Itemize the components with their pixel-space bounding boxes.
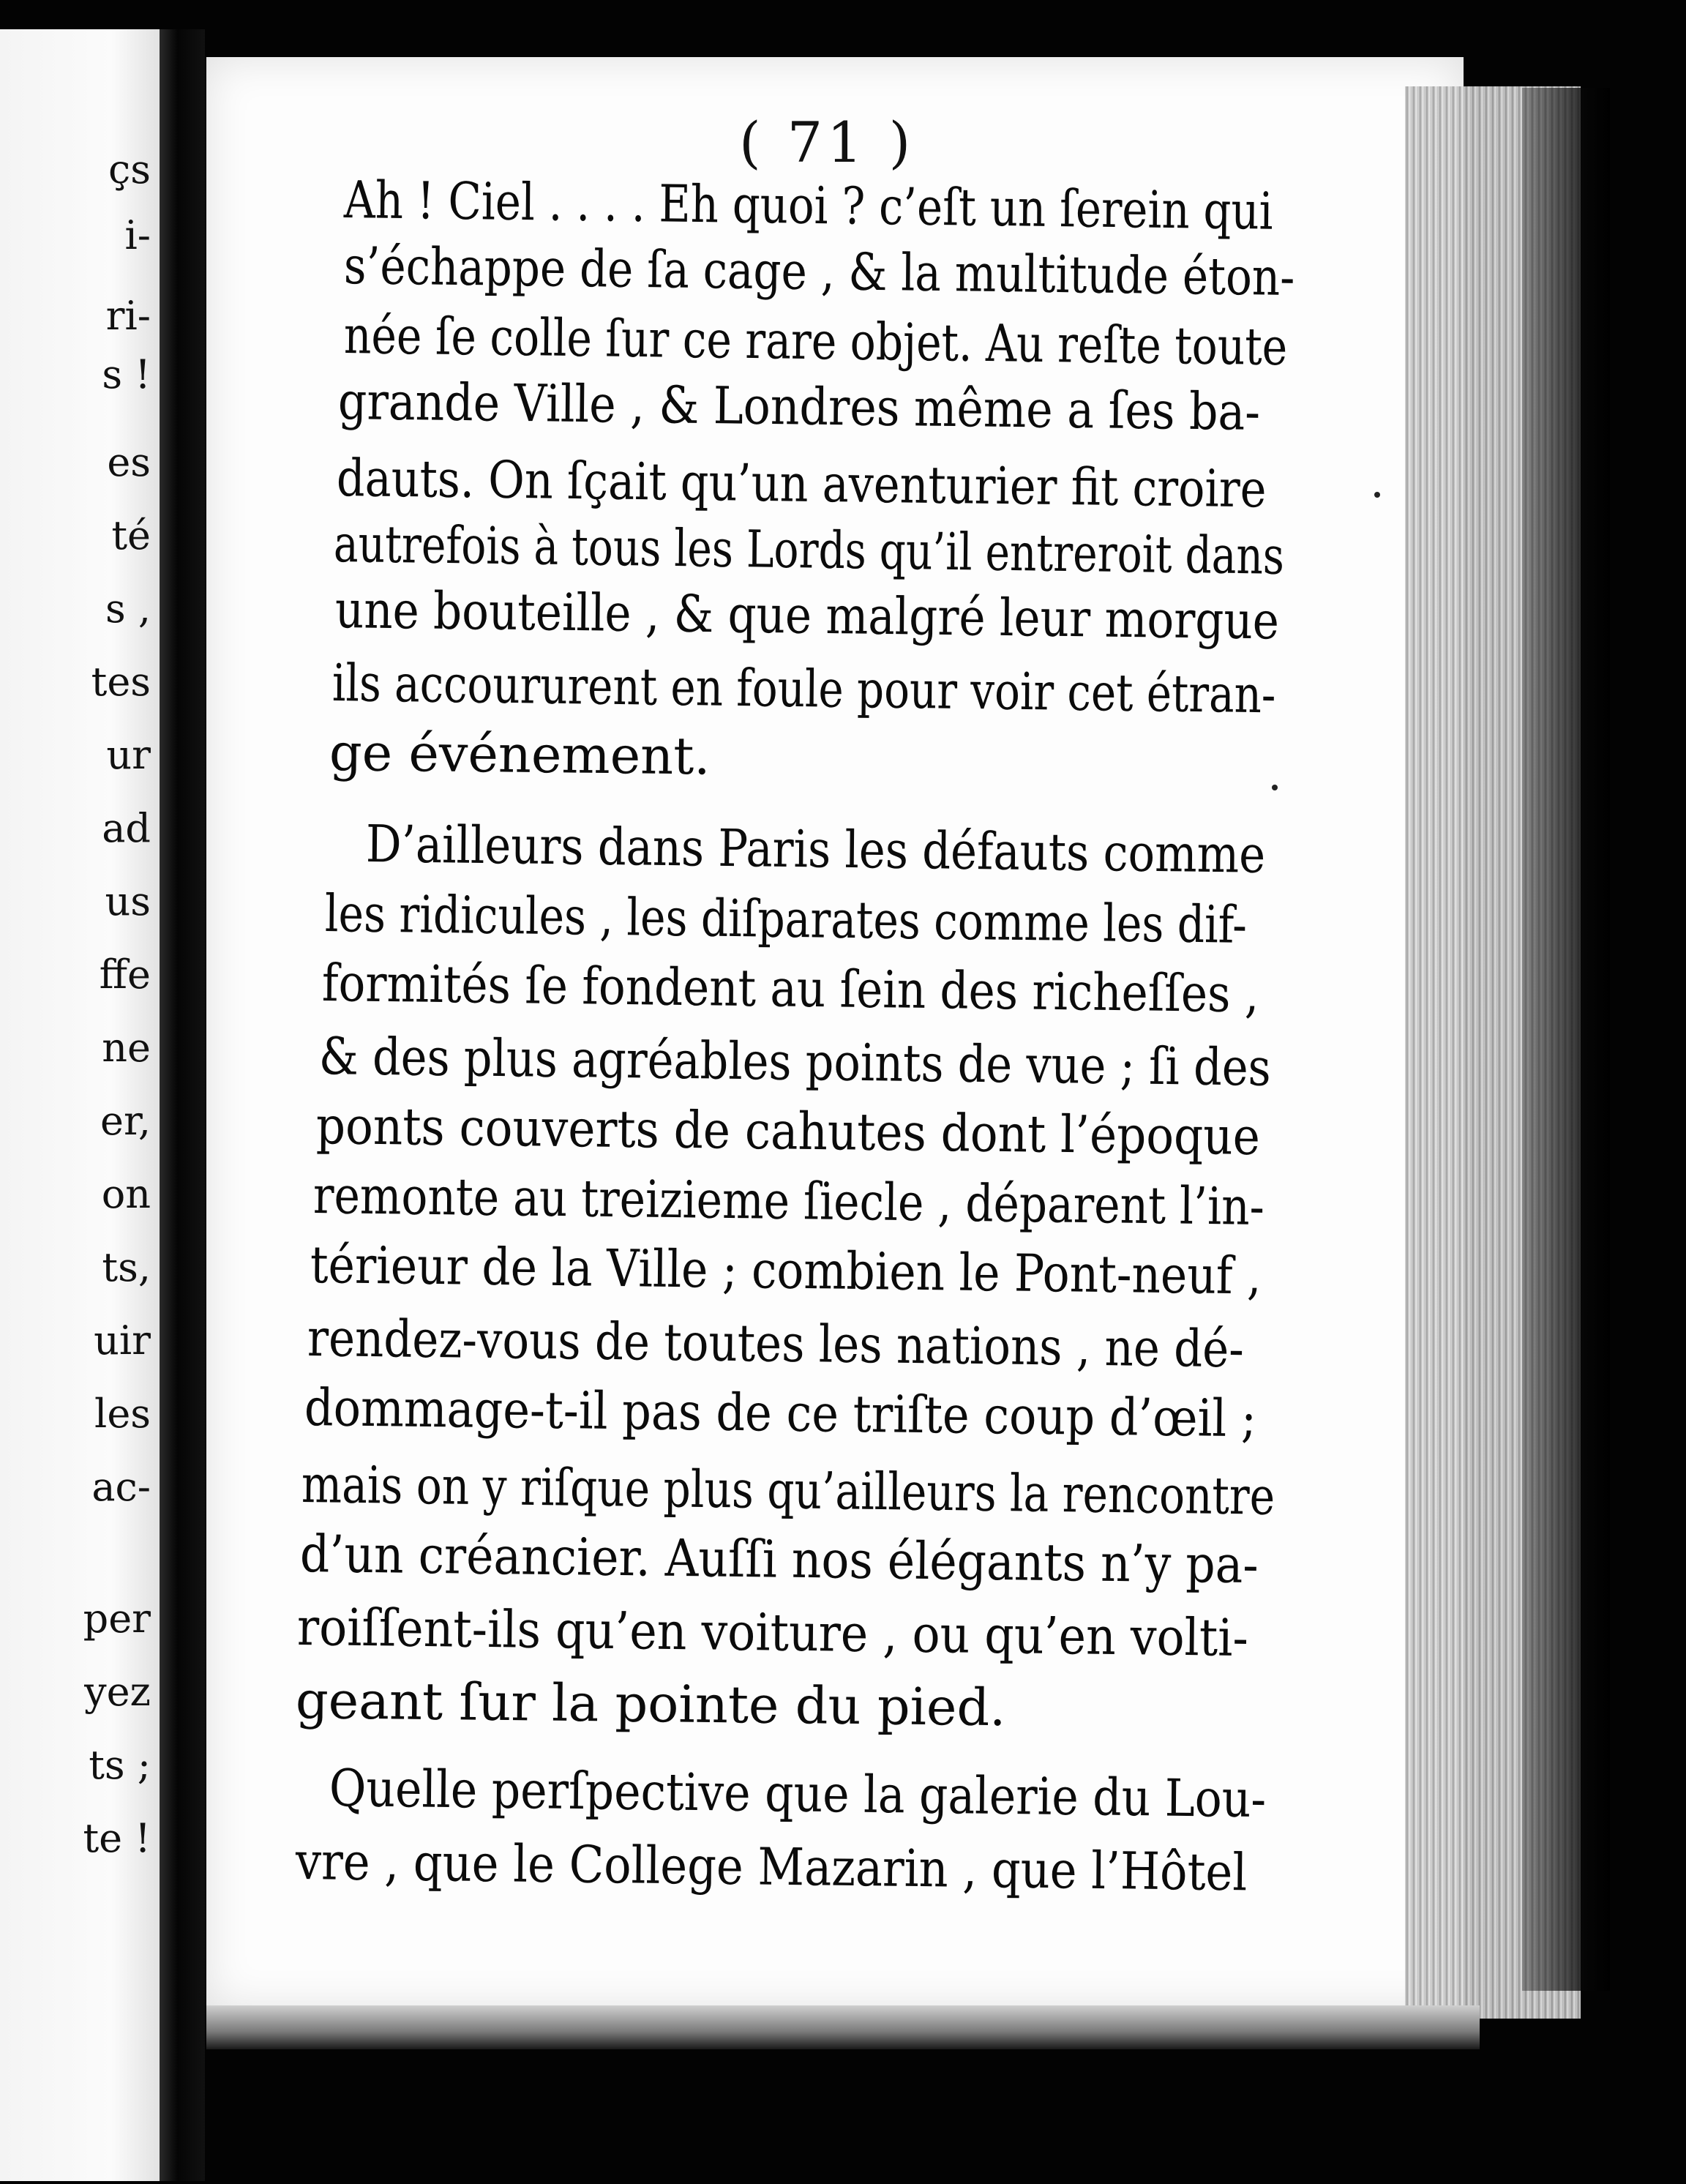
book-gutter xyxy=(160,29,205,2181)
text-line: mais on y riſque plus qu’ailleurs la rencontre xyxy=(301,1454,1275,1527)
text-line: térieur de la Ville ; combien le Pont-neuf , xyxy=(310,1235,1262,1306)
text-line: les ridicules , les diſparates comme les dif- xyxy=(324,883,1248,955)
fore-edge-shadow xyxy=(1522,88,1610,1991)
left-page-fragment: té xyxy=(111,512,151,558)
left-page-fragment: ne xyxy=(102,1025,151,1071)
page-number: ( 71 ) xyxy=(739,110,915,175)
text-line: roiſſent-ils qu’en voiture , ou qu’en volti- xyxy=(296,1597,1249,1669)
text-line: remonte au treizieme ſiecle , déparent l’in- xyxy=(312,1165,1265,1237)
text-line: ge événement. xyxy=(329,722,711,787)
text-line: ils accoururent en foule pour voir cet étran- xyxy=(331,653,1276,725)
left-page-fragment: i- xyxy=(124,212,151,258)
left-page-fragment: ri- xyxy=(105,293,151,339)
left-page-fragment: ad xyxy=(102,805,151,851)
left-page-fragment: les xyxy=(94,1391,151,1437)
text-line: ponts couverts de cahutes dont l’époque xyxy=(315,1096,1261,1167)
text-line: née ſe colle ſur ce rare objet. Au reſte toute xyxy=(343,305,1288,378)
page-bottom-edge xyxy=(206,2005,1480,2049)
left-page-fragment: us xyxy=(105,878,151,924)
text-line: une bouteille , & que malgré leur morgue xyxy=(334,580,1280,651)
left-page xyxy=(0,29,160,2181)
left-page-fragment: on xyxy=(101,1171,151,1217)
text-line: D’ailleurs dans Paris les défauts comme xyxy=(365,814,1266,885)
left-page-fragment: er, xyxy=(100,1098,151,1144)
text-line: vre , que le College Mazarin , que l’Hôtel xyxy=(295,1831,1248,1903)
text-line: dauts. On ſçait qu’un aventurier fit croire xyxy=(336,448,1267,520)
left-page-fragment: yez xyxy=(84,1669,151,1715)
text-line: Ah ! Ciel . . . . Eh quoi ? c’eſt un ſerein qui xyxy=(343,170,1273,242)
speck xyxy=(1272,785,1278,790)
left-page-fragment: te ! xyxy=(83,1815,151,1861)
text-line: d’un créancier. Auſſi nos élégants n’y pa- xyxy=(299,1524,1259,1596)
left-page-fragment: ffe xyxy=(99,951,151,998)
text-line: & des plus agréables points de vue ; ſi des xyxy=(318,1026,1272,1098)
left-page-fragment: per xyxy=(83,1596,151,1642)
left-page-fragment: s , xyxy=(105,586,151,632)
text-line: geant ſur la pointe du pied. xyxy=(295,1670,1006,1738)
left-page-fragment: ts, xyxy=(102,1244,151,1290)
left-page-fragment: es xyxy=(107,439,151,485)
left-page-fragment: ts ; xyxy=(89,1742,151,1788)
left-page-fragment: ur xyxy=(106,732,151,778)
left-page-fragment: uir xyxy=(94,1317,151,1364)
text-line: s’échappe de ſa cage , & la multitude éton- xyxy=(343,236,1295,308)
text-line: formités ſe fondent au ſein des richeſſes , xyxy=(321,953,1259,1025)
text-line: grande Ville , & Londres même a ſes ba- xyxy=(337,371,1261,442)
left-page-fragment: ac- xyxy=(91,1464,151,1510)
text-line: dommage-t-il pas de ce triſte coup d’œil ; xyxy=(304,1377,1257,1449)
text-line: Quelle perſpective que la galerie du Lou- xyxy=(329,1758,1267,1830)
left-page-fragment: çs xyxy=(108,146,151,192)
speck xyxy=(1374,492,1380,498)
left-page-fragment: s ! xyxy=(102,351,151,397)
text-line: autrefois à tous les Lords qu’il entreroit dans xyxy=(333,514,1285,586)
left-page-fragment: tes xyxy=(91,659,151,705)
text-line: rendez-vous de toutes les nations , ne dé- xyxy=(307,1308,1245,1380)
